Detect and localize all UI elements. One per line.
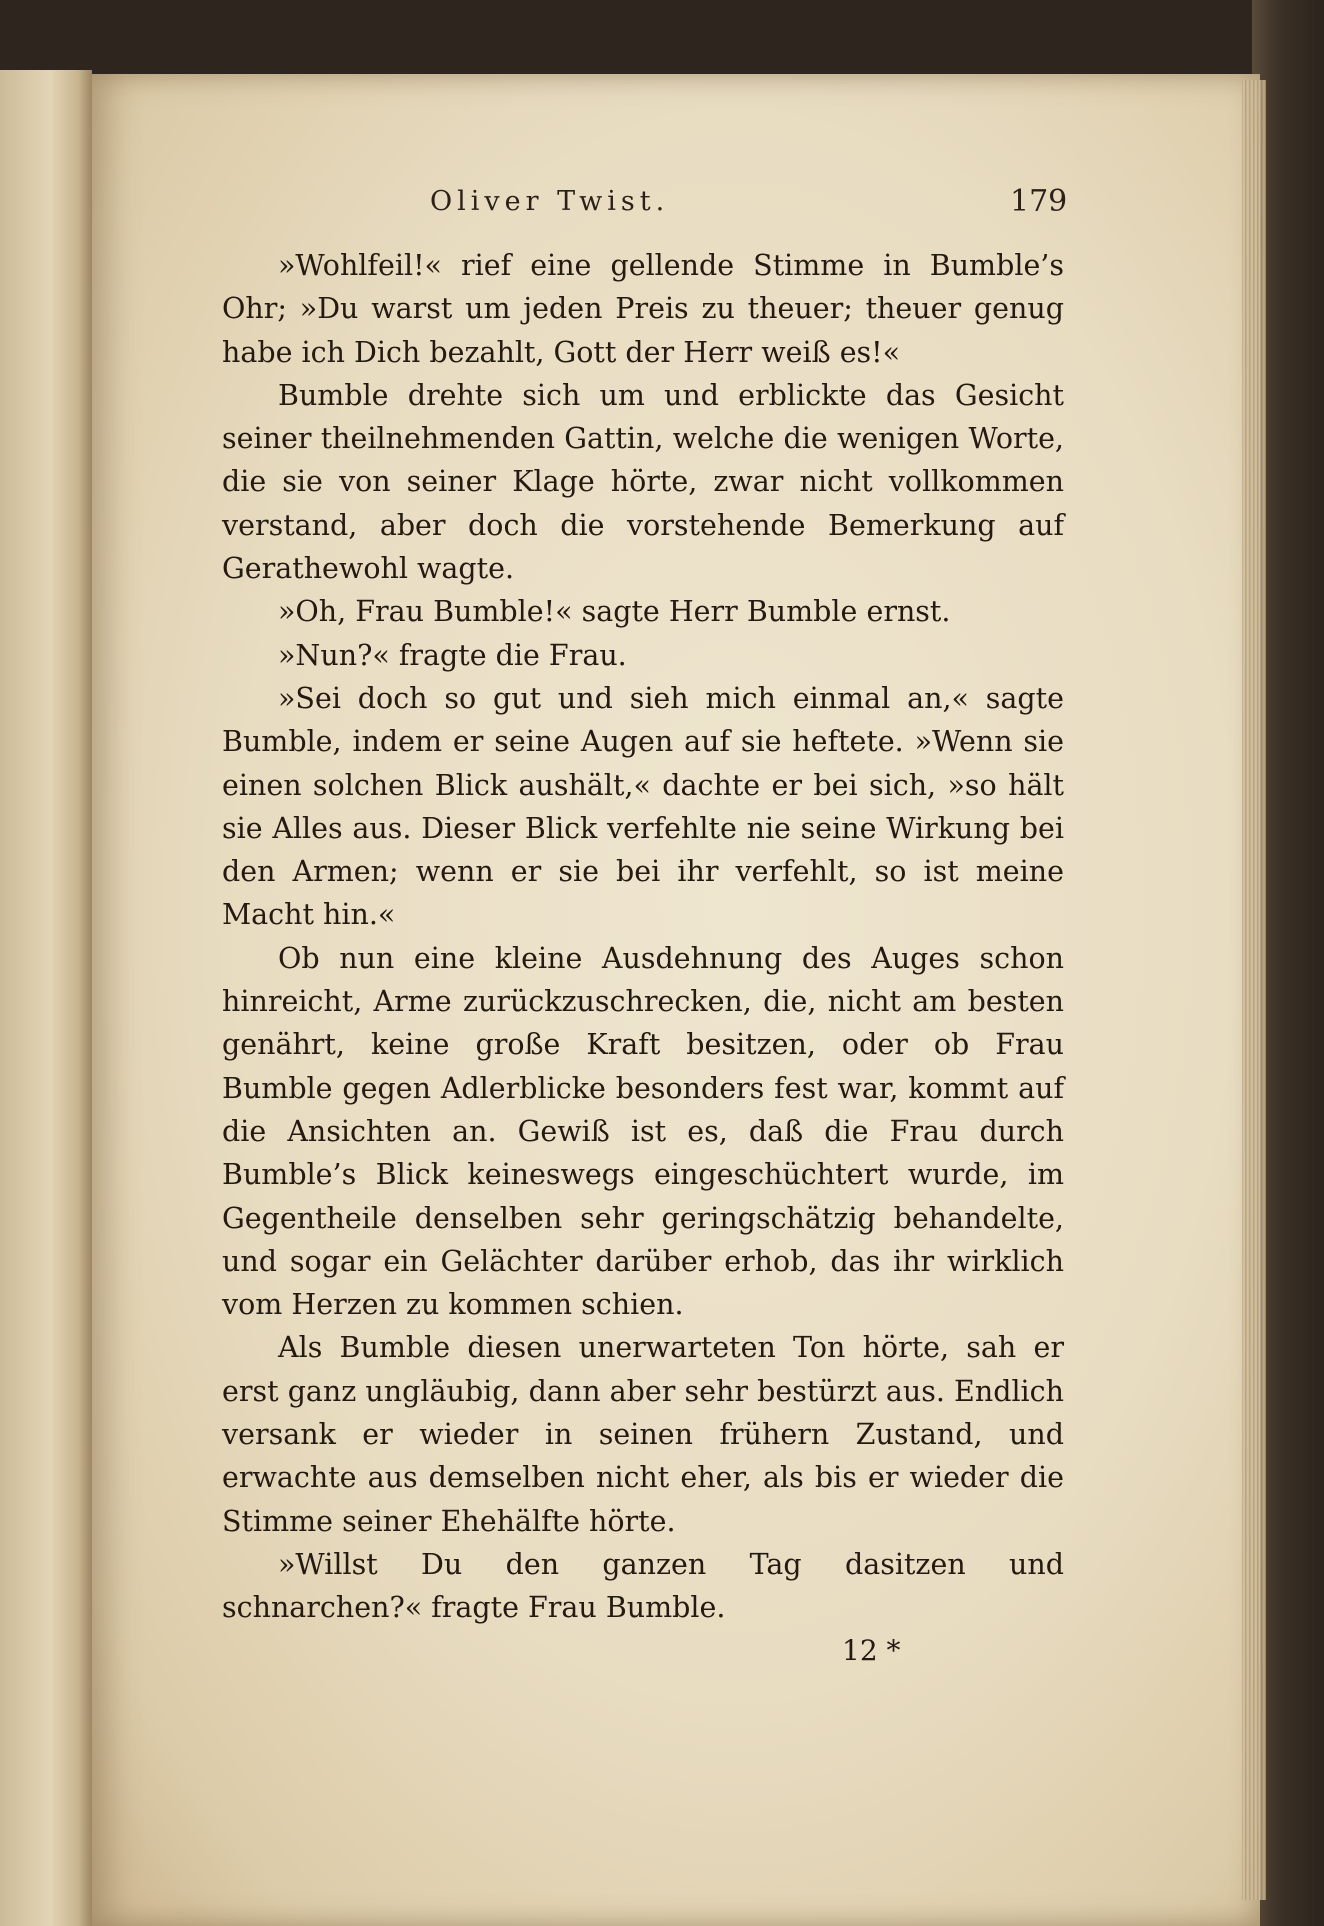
running-title: Oliver Twist.	[430, 186, 670, 217]
paragraph: »Willst Du den ganzen Tag dasitzen und schnarchen?« fragte Frau Bumble.	[222, 1547, 1064, 1625]
page-block-edges	[1242, 80, 1266, 1900]
page-header	[0, 180, 1324, 230]
paragraph: »Nun?« fragte die Frau.	[278, 638, 627, 672]
paragraph: Ob nun eine kleine Ausdehnung des Auges schon hinreicht, Arme zurückzuschrecken, die, nicht am besten genährt, keine große Kraft besitzen, oder ob Frau Bumble gegen Adlerblicke besonders fest war, kommt auf die Ansichten an. Gewiß ist es, daß die Frau durch Bumble’s Blick keineswegs eingeschüchtert wurde, im Gegentheile denselben sehr geringschätzig behandelte, und sogar ein Gelächter darüber erhob, das ihr wirklich vom Herzen zu kommen schien.	[222, 941, 1064, 1322]
signature-mark: 12 *	[842, 1634, 901, 1667]
page-number: 179	[1010, 184, 1068, 219]
paragraph: Bumble drehte sich um und erblickte das Gesicht seiner theilnehmenden Gattin, welche die wenigen Worte, die sie von seiner Klage hörte, zwar nicht vollkommen verstand, aber doch die vorstehende Bemerkung auf Gerathewohl wagte.	[222, 378, 1064, 586]
paragraph: Als Bumble diesen unerwarteten Ton hörte, sah er erst ganz ungläubig, dann aber sehr bestürzt aus. Endlich versank er wieder in seinen frühern Zustand, und erwachte aus demselben nicht eher, als bis er wieder die Stimme seiner Ehehälfte hörte.	[222, 1331, 1064, 1538]
paragraph: »Wohlfeil!« rief eine gellende Stimme in Bumble’s Ohr; »Du warst um jeden Preis zu theuer; theuer genug habe ich Dich bezahlt, Gott der Herr weiß es!«	[222, 249, 1064, 369]
paragraph: »Oh, Frau Bumble!« sagte Herr Bumble ernst.	[278, 595, 951, 629]
left-page-edge	[0, 70, 92, 1926]
paragraph: »Sei doch so gut und sieh mich einmal an,« sagte Bumble, indem er seine Augen auf sie heftete. »Wenn sie einen solchen Blick aushält,« dachte er bei sich, »so hält sie Alles aus. Dieser Blick verfehlte nie seine Wirkung bei den Armen; wenn er sie bei ihr verfehlt, so ist meine Macht hin.«	[222, 681, 1064, 932]
body-text	[222, 244, 1064, 1630]
